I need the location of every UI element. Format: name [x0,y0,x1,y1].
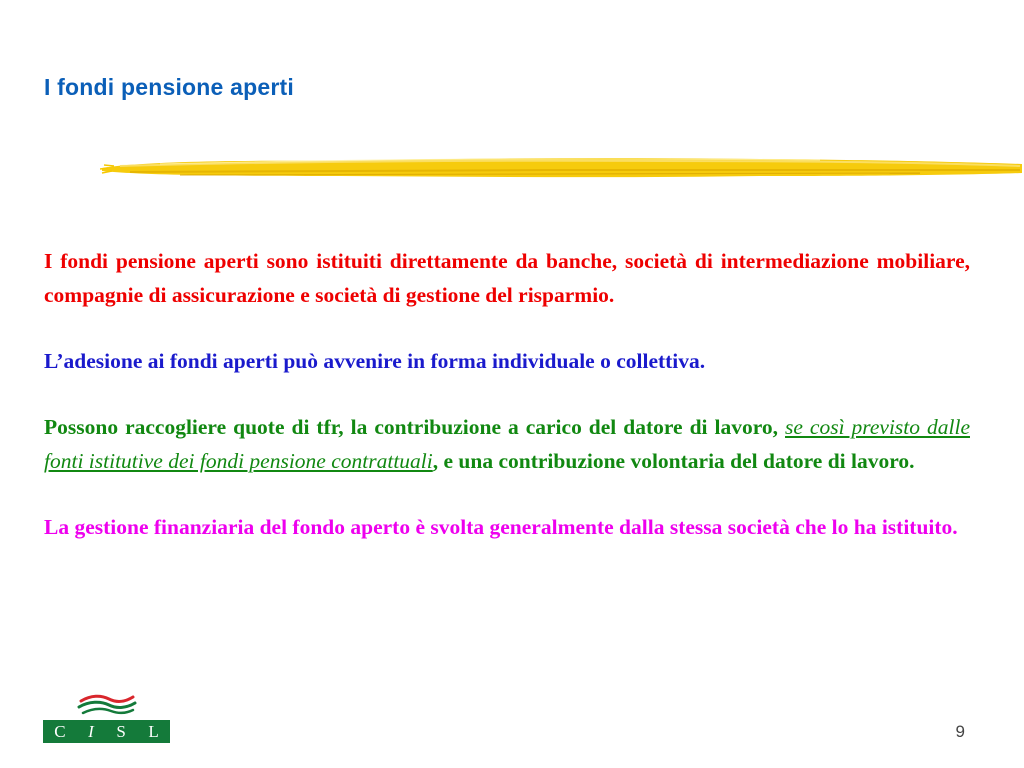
logo-letter-s: S [116,722,126,741]
logo-letter-i: I [88,722,94,741]
paragraph-fund-institutors: I fondi pensione aperti sono istituiti direttamente da banche, società di intermediazione mobiliare, compagnie di assicurazione e società di gestione del risparmio. [44,249,970,307]
logo-letter-c: C [54,722,66,741]
paragraph-membership: L’adesione ai fondi aperti può avvenire in forma individuale o collettiva. [44,349,706,373]
logo-letter-l: L [148,722,159,741]
page-number: 9 [955,722,965,741]
logo-waves-icon [77,693,137,717]
contributions-text-end: , e una contribuzione volontaria del datore di lavoro. [432,449,915,473]
slide-title: I fondi pensione aperti [44,74,294,100]
body-text [44,244,970,576]
logo-letter-bar [43,720,170,743]
paragraph-contributions [44,410,970,478]
cisl-logo [43,693,170,745]
contributions-emphasis: se così previsto dalle fonti istitutive dei fondi pensione contrattuali [44,415,970,473]
contributions-text-start: Possono raccogliere quote di tfr, la contribuzione a carico del datore di lavoro, [44,415,786,439]
yellow-brush-stroke [100,148,1024,188]
paragraph-financial-management: La gestione finanziaria del fondo aperto è svolta generalmente dalla stessa società che lo ha istituito. [44,515,958,539]
